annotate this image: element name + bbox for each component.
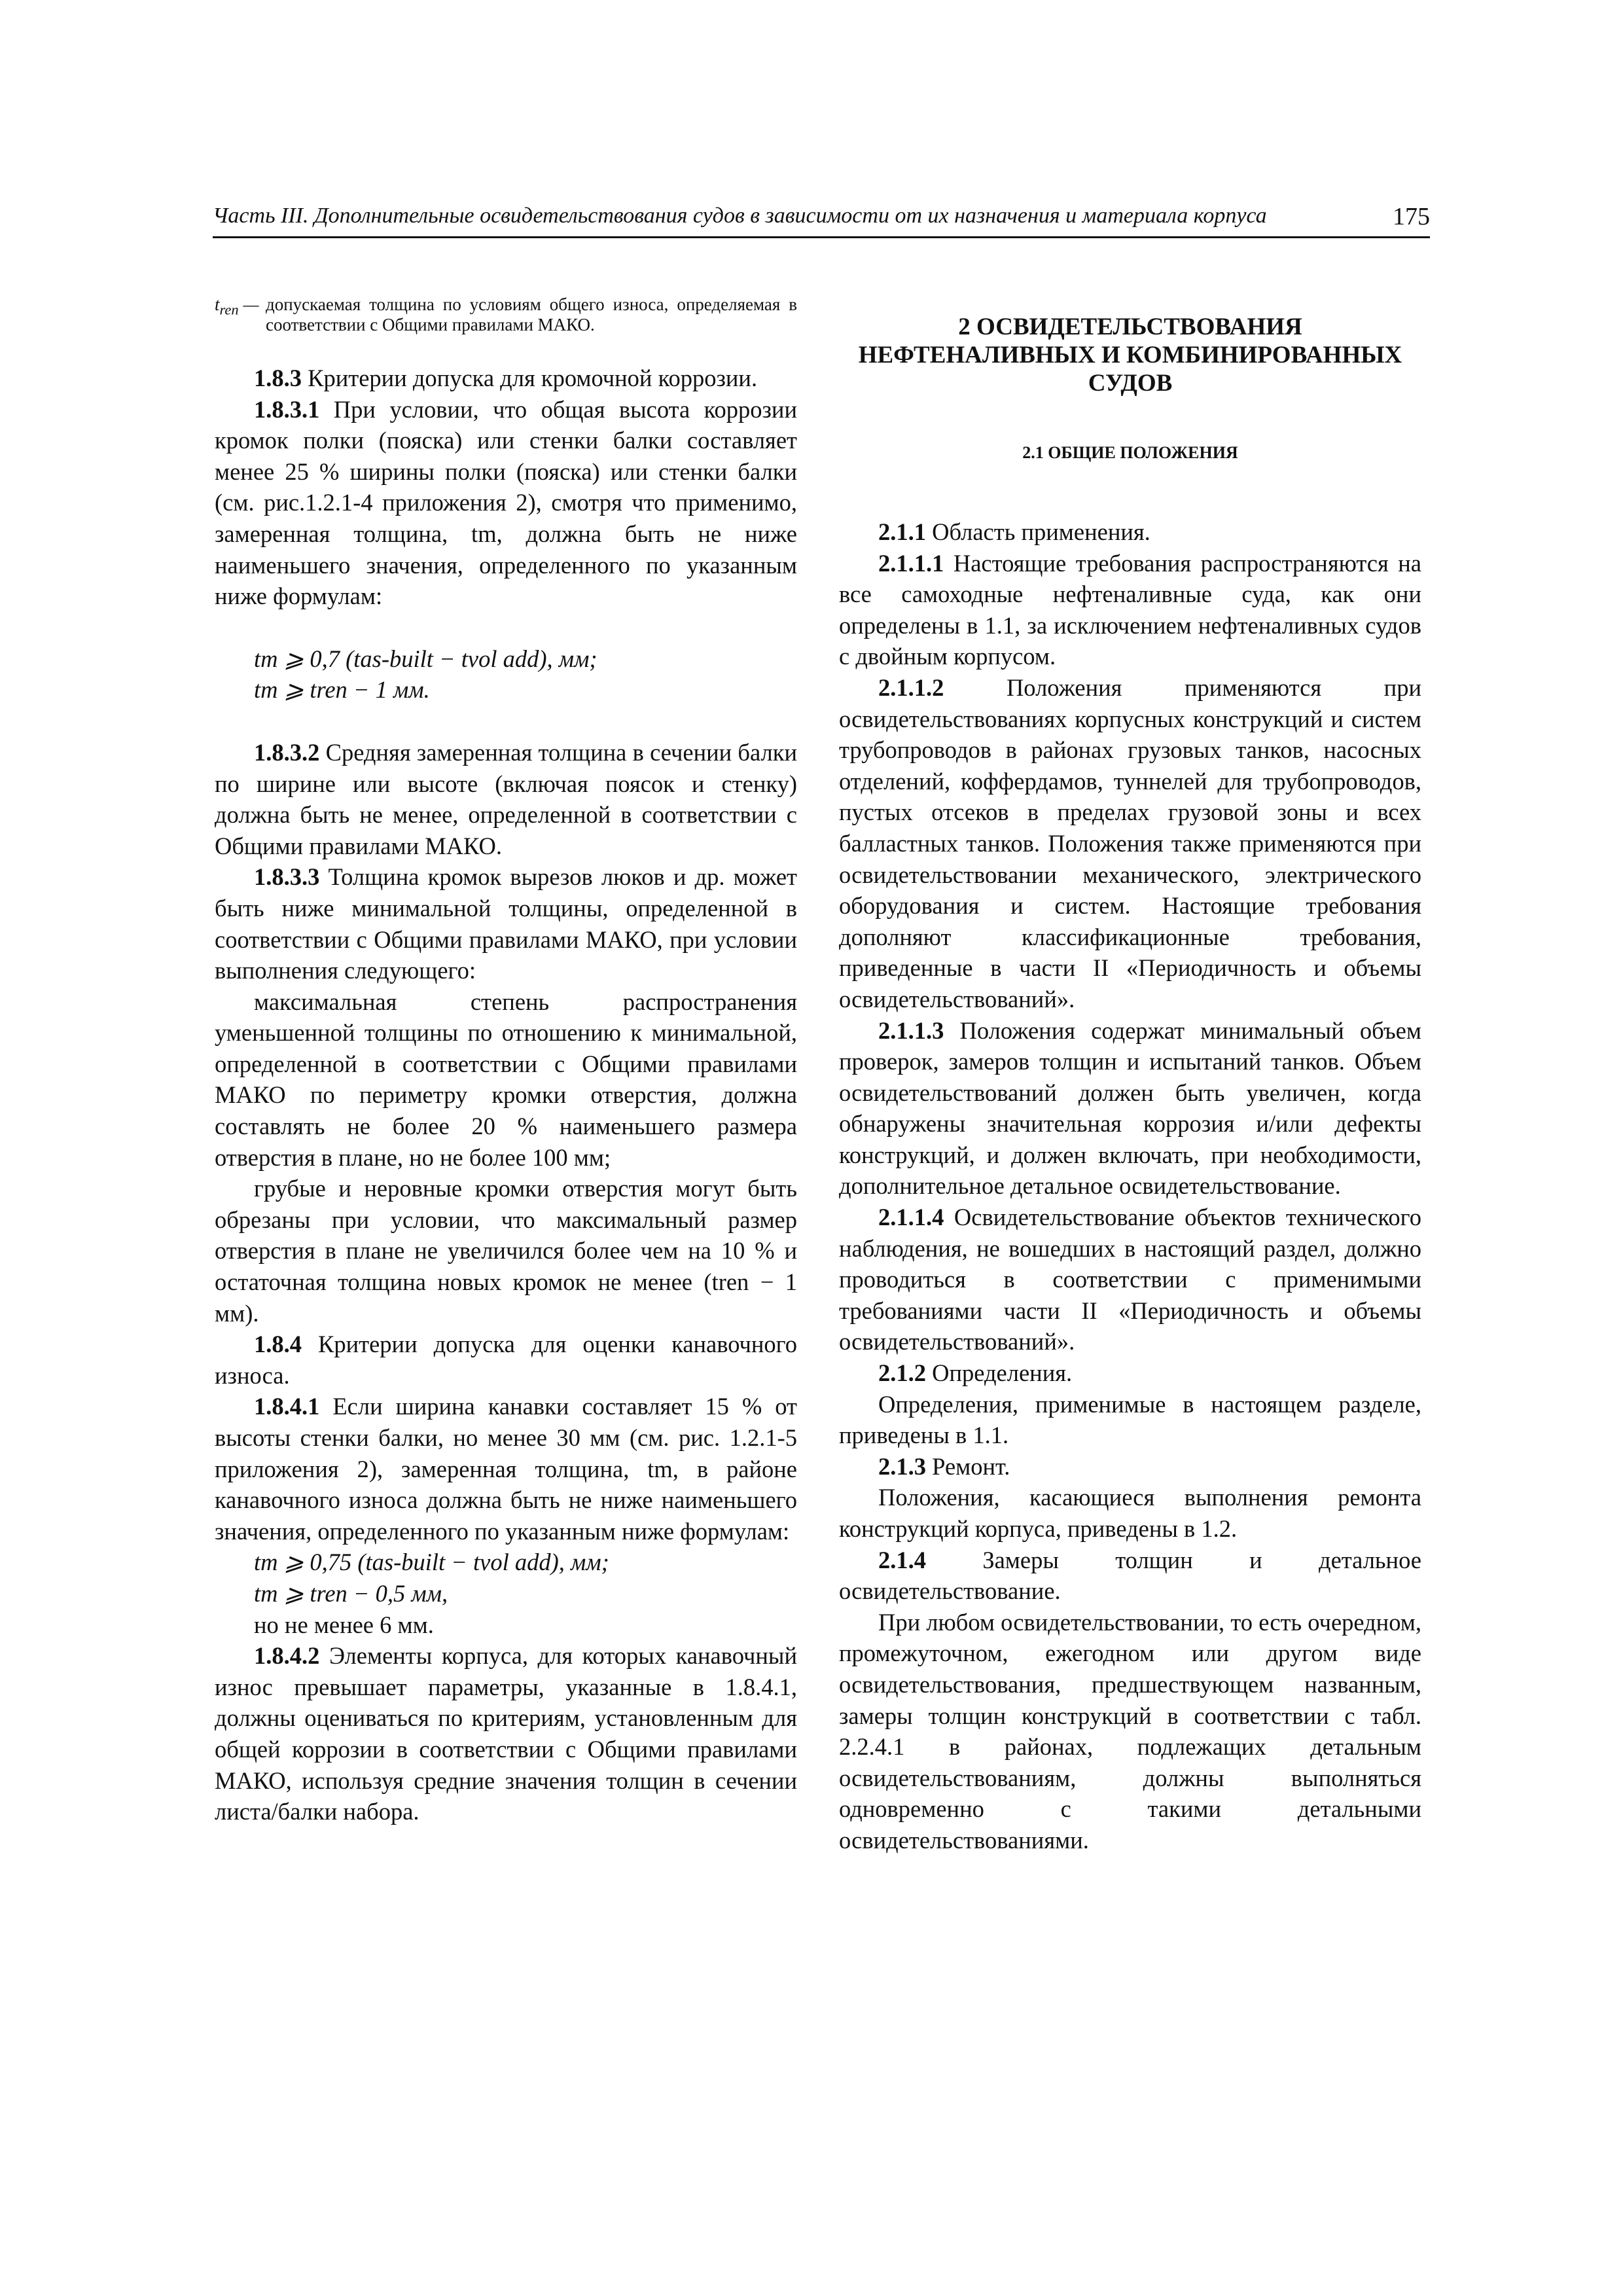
running-header-title: Часть III. Дополнительные освидетельствования судов в зависимости от их назначения и материала корпуса (213, 204, 1267, 228)
definition-term: $t_{ren}$ — (215, 295, 259, 318)
para-2-1-1: 2.1.1 Область применения. (878, 518, 1150, 545)
para-2-1-2: 2.1.2 Определения. (878, 1359, 1073, 1387)
para-2-1-4: 2.1.4 Замеры толщин и детальное освидетельствование. (839, 1546, 1421, 1605)
para-1-8-3: 1.8.3 Критерии допуска для кромочной коррозии. (254, 365, 758, 391)
para-2-1-1-1: 2.1.1.1 Настоящие требования распространяются на все самоходные нефтеналивные суда, как они определены в 1.1, за исключением нефтеналивных судов с двойным корпусом. (839, 549, 1421, 670)
para-1-8-3-3: 1.8.3.3 Толщина кромок вырезов люков и др. может быть ниже минимальной толщины, определенной в соответствии с Общими правилами МАКО, при условии выполнения следующего: (215, 863, 797, 984)
para-1-8-3-1: 1.8.3.1 При условии, что общая высота коррозии кромок полки (пояска) или стенки балки составляет менее 25 % ширины полки (пояска) или стенки балки (см. рис.1.2.1-4 приложения 2), смотря что применимо, замеренная толщина, tm, должна быть не ниже наименьшего значения, определенного по указанным ниже формулам: (215, 395, 797, 610)
section-title: 2.1 ОБЩИЕ ПОЛОЖЕНИЯ (1022, 443, 1238, 462)
formula-1: tm ⩾ 0,7 (tas-built − tvol add), мм; (254, 645, 597, 672)
para-1-8-4: 1.8.4 Критерии допуска для оценки канавочного износа. (215, 1331, 797, 1389)
para-1-8-3-2: 1.8.3.2 Средняя замеренная толщина в сечении балки по ширине или высоте (включая поясок и стенку) должна быть не менее, определенной в соответствии с Общими правилами МАКО. (215, 738, 797, 859)
right-column (839, 288, 1421, 1856)
page-number: 175 (1393, 203, 1430, 230)
running-header (213, 200, 1430, 238)
chapter-title: 2 ОСВИДЕТЕЛЬСТВОВАНИЯ НЕФТЕНАЛИВНЫХ И КОМБИНИРОВАННЫХ СУДОВ (858, 314, 1402, 397)
para-2-1-1-4: 2.1.1.4 Освидетельствование объектов технического наблюдения, не вошедших в настоящий раздел, должно проводиться в соответствии с применимыми требованиями части II «Периодичность и объемы освидетельствований». (839, 1204, 1421, 1355)
formula-5: но не менее 6 мм. (254, 1611, 434, 1638)
formula-4: tm ⩾ tren − 0,5 мм, (254, 1579, 448, 1607)
para-repair: Положения, касающиеся выполнения ремонта конструкций корпуса, приведены в 1.2. (839, 1484, 1421, 1542)
para-max-degree: максимальная степень распространения уменьшенной толщины по отношению к минимальной, определенной в соответствии с Общими правилами МАКО по периметру кромки отверстия, должна составлять не более 20 % наименьшего размера отверстия в плане, но не более 100 мм; (215, 988, 797, 1171)
para-any-survey: При любом освидетельствовании, то есть очередном, промежуточном, ежегодном или другом виде освидетельствования, предшествующем названным, замеры толщин конструкций в соответствии с табл. 2.2.4.1 в районах, подлежащих детальным освидетельствованиям, должны выполняться одновременно с такими детальными освидетельствованиями. (839, 1608, 1421, 1854)
para-definitions: Определения, применимые в настоящем разделе, приведены в 1.1. (839, 1390, 1421, 1449)
left-column (215, 295, 797, 1827)
para-1-8-4-1: 1.8.4.1 Если ширина канавки составляет 15 % от высоты стенки балки, но менее 30 мм (см. рис. 1.2.1-5 приложения 2), замеренная толщина, tm, в районе канавочного износа должна быть не ниже наименьшего значения, определенного по указанным ниже формулам: (215, 1393, 797, 1545)
definition-text: допускаемая толщина по условиям общего износа, определяемая в соответствии с Общими правилами МАКО. (266, 295, 797, 334)
formula-3: tm ⩾ 0,75 (tas-built − tvol add), мм; (254, 1549, 609, 1576)
para-2-1-1-3: 2.1.1.3 Положения содержат минимальный объем проверок, замеров толщин и испытаний танков. Объем освидетельствований должен быть увеличен, когда обнаружены значительная коррозия и/или дефекты конструкций, и должен включать, при необходимости, дополнительное детальное освидетельствование. (839, 1016, 1421, 1200)
para-1-8-4-2: 1.8.4.2 Элементы корпуса, для которых канавочный износ превышает параметры, указанные в 1.8.4.1, должны оцениваться по критериям, установленным для общей коррозии в соответствии с Общими правилами МАКО, используя средние значения толщин в сечении листа/балки набора. (215, 1642, 797, 1825)
para-rough-edges: грубые и неровные кромки отверстия могут быть обрезаны при условии, что максимальный размер отверстия в плане не увеличился более чем на 10 % и остаточная толщина новых кромок не менее (tren − 1 мм). (215, 1175, 797, 1327)
definition-tren (215, 295, 797, 335)
para-2-1-3: 2.1.3 Ремонт. (878, 1452, 1010, 1480)
formula-2: tm ⩾ tren − 1 мм. (254, 676, 430, 704)
para-2-1-1-2: 2.1.1.2 Положения применяются при освидетельствованиях корпусных конструкций и систем трубопроводов в районах грузовых танков, насосных отделений, коффердамов, туннелей для трубопроводов, пустых отсеков в пределах грузовой зоны и всех балластных танков. Положения также применяются при освидетельствовании механического, электрического оборудования и систем. Настоящие требования дополняют классификационные требования, приведенные в части II «Периодичность и объемы освидетельствований». (839, 673, 1421, 1013)
